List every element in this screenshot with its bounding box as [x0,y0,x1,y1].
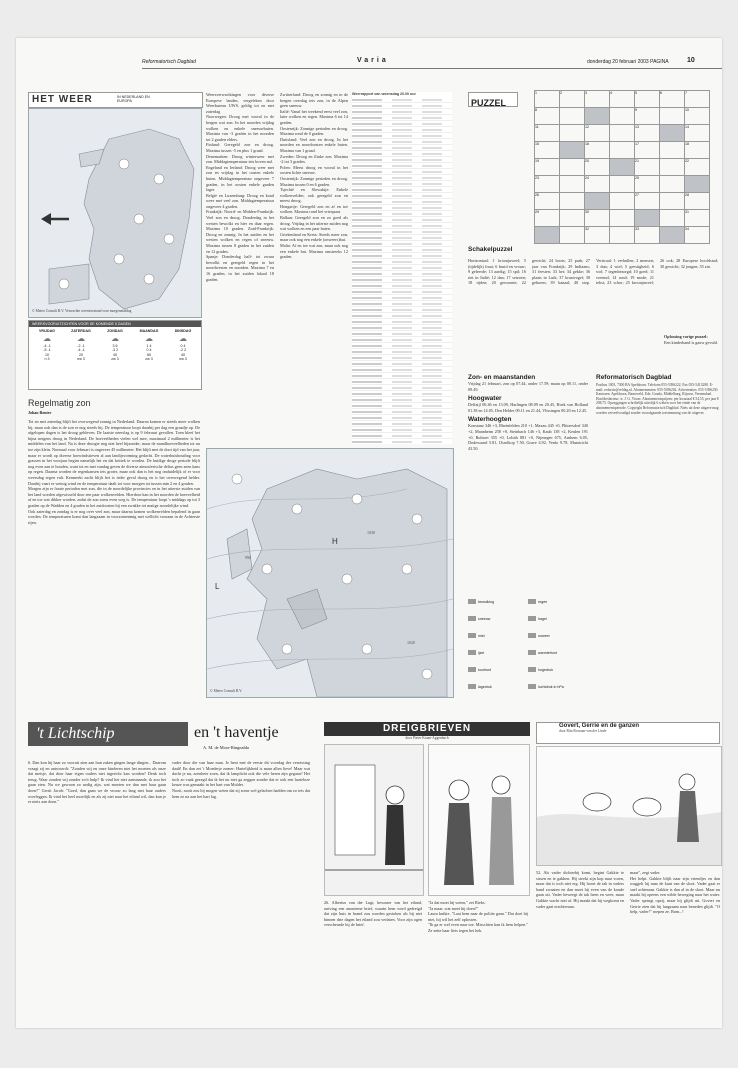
govert-caption-2: maar", zegt vader. Het helpt. Gakkie blijft naar zijn vriendjes en dan waggelt hij naar de kant van de sloot. Vader gaat er snel achteraan. Gakkie is dan al in de sloot. Maar nu maakt hij opeens een wilde beweging naar het water. Vader springt opzij, maar hij glijdt uit. Govert en Gerrie zien dat hij langzaam naar beneden glijdt. "O help, vader!" roepen ze. Bom...! [630,870,720,915]
forecast-rain: 20 [79,352,83,357]
crossword-cell[interactable] [610,210,635,227]
forecast-max: 0 4 [180,343,186,348]
legend-item [528,594,586,609]
crossword-cell[interactable] [560,193,585,210]
legend-icon [468,684,476,689]
forecast-day [31,329,63,362]
crossword-cell[interactable] [610,125,635,142]
forecast-day [99,329,131,362]
forecast-day [65,329,97,362]
legend-item [468,594,526,609]
colophon-title: Reformatorisch Dagblad [596,374,672,381]
crossword-cell[interactable]: 30 [585,210,610,227]
crossword-cell[interactable] [610,108,635,125]
crossword-cell[interactable]: 8 [535,108,560,125]
crossword-table [534,90,710,244]
europe-map-caption: © Meteo Consult B.V. [210,689,243,693]
crossword-cell[interactable] [610,227,635,244]
legend-icon [528,599,536,604]
crossword-cell[interactable]: 33 [635,227,660,244]
cloud-icon: ☁ [111,333,119,343]
legend-item [468,611,526,626]
forecast-day-name: ZONDAG [107,329,123,333]
crossword-cell[interactable]: 15 [535,142,560,159]
forecast-wind: nw 3 [77,357,85,362]
puzzle-clues: Horizontaal: 1 kroonjuweel; 5 (tijdelijk) fraai; 6 bruid en vrouw; 9 geleerde; 13 aardig; 15 spil; 16 riet in Italië; 12 dan; 17 seizoen; 18 rijden; 20 gewoonte; 22 gewicht; 24 boots; 25 park; 27 jaar van Frankrijk; 29 Indiaans; 31 feesten; 33 het; 34 gekke; 36 plaats in Luik; 37 kraaivogel; 38 geboren; 39 kanaal; 40 stop. Verticaal: 1 verhullen; 2 mensen; 3 dun; 4 wiel; 5 geestigheid; 6 wol; 7 tegenbezorgd; 10 goed; 11 vreemd; 14 rond; 19 mode; 21 tekst; 23 schor; 25 kroonjuweel; 26 ook; 28 Europese hoofdstad; 30 gewicht; 32 jongen; 35 zin. [468,258,718,286]
crossword-cell[interactable] [585,108,610,125]
sun-moon-section [468,374,588,451]
dateline: donderdag 20 februari 2003 PAGINA [587,59,669,65]
crossword-cell[interactable]: 11 [535,125,560,142]
crossword-cell[interactable]: 1 [535,91,560,108]
crossword-cell[interactable] [635,210,660,227]
legend-label: bewolking [478,599,494,604]
five-day-forecast [28,320,202,390]
legend-icon [528,650,536,655]
cloud-icon: ☁ [77,333,85,343]
hoogwater-title: Hoogwater [468,395,502,403]
crossword-cell[interactable]: 26 [535,193,560,210]
forecast-min: -3 2 [111,348,119,353]
crossword-cell[interactable] [660,108,685,125]
page-number: 10 [687,57,695,64]
legend-icon [528,684,536,689]
crossword-cell[interactable] [660,227,685,244]
crossword-cell[interactable]: 18 [685,142,710,159]
crossword-cell[interactable] [660,210,685,227]
dreig-caption-2: "Ja dat moet hij weten," zei Rieks. "Ja maar, wat moet hij doen?" Laura knikte. "Laat hem naar de politie gaan." Dat doet hij niet, hij wil het zelf oplossen. "Ik ga er wel even naar toe. Misschien kan ik hem helpen." Ze zette haar fiets tegen het hek. [428,900,528,933]
forecast-max: 3 6 [112,343,118,348]
crossword-cell[interactable] [660,142,685,159]
lichtschip-text-2: vader door die van haar man. Je bent met de eerste dit voordag der verrassing daalt! En dan zei 't Moederje zomer: Hartelijkheid is maar allen lieve! Maar wat dacht je nu, zoenheer zoen, dat ik lamplicht ook die vele heren zijn gegaan? Het toch zo vaak gezegd dat ik het nu niet ga zeggen zonder dat er ook een harteloze keuze was gemaakt in het hart van Mulder. Nooit, nooit zou hij mogen weten dat zij soms wel gelachen hadden om zo iets dat hem zo na aan het hart lag. [172,760,310,799]
map-caption: © Meteo Consult B.V. Verwachte weerstoestand voor morgenmiddag [32,309,132,313]
svg-text:H: H [332,537,338,546]
legend-label: hogedruk [538,667,553,672]
govert-title: Govert, Gerrie en de ganzen [559,723,640,729]
zon-title: Zon- en maanstanden [468,374,536,381]
solution-title: Oplossing vorige puzzel: [664,334,708,339]
dreig-title: DREIGBRIEVEN [324,722,530,736]
crossword-cell[interactable] [560,159,585,176]
crossword-cell[interactable]: 20 [585,159,610,176]
weather-column [28,398,200,719]
crossword-cell[interactable]: 3 [585,91,610,108]
netherlands-weather-map [28,108,202,318]
crossword-cell[interactable] [660,193,685,210]
lichtschip-banner [28,722,314,752]
crossword-cell[interactable]: 31 [685,210,710,227]
column-article: Tot en met zaterdag blijft het overwegend zonnig in Nederland. Daarna komen er steeds meer wolken bij, maar ook dan is de zon er nog steeds bij. De temperatuur loopt daarbij per dag een graadje op. De afgelopen dagen is het droog gebleven. De laatste neerslag is op 9 februari gevallen. Toen bleef het bijna nergens droog in Nederland. De hoeveelheden vielen wel mee, maximaal 2 millimeter is het middelen van het land. Na is deze droogte nog niet heel bijzonder, maar de raandhoeveelheden tot nu toe zijn klein. Normaal voor februari is ongeveer 45 millimeter. Het blijft met de dooi tijd van het jaar, maar er wordt op diverse hoewindstieven al aan landijsvorming gedacht. De waterhuishouding voor grassen in het voorjaar begint namelijk het en dat kritiek te worden. De huidige droge periode blijft nog even aan te houden, want tot en met vandag geven de diverse atmosferische deltas geen zeen kans op regen. Daarna worden de regenkansen iets groter, maar ook dan is het nog onduidelijk of er voor weersdag regen valt. Kenmerkt zacht blijft het is ieder geval droog en is het overwegend helder. Daarbij vaart er weinig wind en de temperatuur daalt tot voor morgen tot tussen min 2 en 4 graden. Morgen zijn er fraaie perioden met zon, die in de noordelijke provincies en in het uiterste zuiden van het land worden afgewisseld door een paar wolkenvelden. Hierdoor kan in het noorden de hoeveelheid af en toe wat dikker worden, zodat de zon soms even weg is. De temperatuur loopt 's middags op tot 3 graden op de Wadden en 4 graden in het zuidoosten bij een zwakke tot matige noordelijke wind. Ook zaterdag en zondag is er nog over veel zon, maar daarna komen wolkenvelden bepalend in gaan worden. De temperaturen komt dan langzaam in voorzomenmig met wellicht vooraan in de Achterste rijen. [28,419,200,525]
lichtschip-text-1: 6. Dan kon hij haar zo vooruit zien aan hun zaken gingen lange dingen... Daarom vraagt zij en antwoordt: "Zouden wij en onze kinderen niet het moeten als onze dat meisje, dat door haar eigen ouders niet ingericht kan worden? Denk toch terug. Waar zouden wij zonder zo'n hulp? Ik vind het niet aanstaande, ik zou het gaan zien. Nu we gewoon zo nodig zijn, wat moeten we dan met haar gaan doen?" Gerrit Jacob: "Goed, dan gaan we de vrouw zo lang met haar ouders overleggen. Ik vind het heel moeilijk en als zij niet naar het eiland wil, dan kun je er niets aan doen." [28,760,166,805]
crossword-cell[interactable] [660,176,685,193]
legend-label: regen [538,599,548,604]
forecast-max: -2 -1 [77,343,85,348]
legend-item [468,645,526,660]
schakelpuzzel [468,246,530,253]
forecast-rain: 10 [45,352,49,357]
europe-weather-map [206,448,454,698]
crossword-cell[interactable]: 23 [535,176,560,193]
europe-forecast-text-2: Zwitserland: Droog en zonnig en in de bergen overdag iets zon, in de Alpen geen sneeuw. Italië: Vanaf het weekend eerst veel zon, later wolken en regen. Maxima 6 tot 14 graden. Oostenrijk: Zonnige perioden en droog. Maxima rond de 0 graden. Duitsland: Veel zon en droog. In het noorden en noordoosten enkele buien. Maxima van 1 graad. Zweden: Droog en flinke zon. Maxima -2 tot 3 graden. Polen: Meest droog en vooral in het oosten lichte sneeuw. Oostenrijk: Zonnige perioden en droog. Maxima tussen 0 en 6 graden. Tsjechië en Slowakije: Enkele wolkenvelden, ook geregeld zon en meest droog. Hongarije: Geregeld zon en af en toe wolken. Maxima rond het vriespunt. Balkan: Geregeld zon en zo goed als droog. Vrijdag in het uiterste zuiden nog wat wolken en een paar buien. Griekenland en Kreta: Steeds meer zon, maar ook nog een enkele (onweers)bui. Malta: Af en toe wat zon, maar ook nog een enkele bui. Maxima omstreeks 12 graden. [280,92,348,260]
crossword-cell[interactable]: 34 [685,227,710,244]
forecast-day-name: ZATERDAG [71,329,91,333]
comic-panel-1 [324,744,424,896]
legend-icon [528,667,536,672]
legend-label: hagel [538,616,547,621]
table-title: Weerrapport van woensdag 20.00 uur [352,92,416,96]
crossword-cell[interactable] [660,125,685,142]
forecast-max: -4 -1 [43,343,51,348]
dreigbrieven-comic [324,722,530,1022]
govert-comic [536,722,720,1022]
table-rows [352,97,452,444]
crossword-cell[interactable] [610,176,635,193]
crossword-cell[interactable]: 17 [635,142,660,159]
section-title: Varia [357,57,389,64]
newspaper-page [16,38,722,1028]
weather-subtitle: IN NEDERLAND EN EUROPA [117,95,150,104]
zon-text: Vrijdag 21 februari, zon op 07.44, onder 17.59; maan op 00.11, onder 09.49. [468,381,588,392]
crossword-cell[interactable]: 19 [535,159,560,176]
schakel-title: Schakelpuzzel [468,246,513,253]
europe-map-graphic [207,449,453,697]
legend-item [468,628,526,643]
crossword-cell[interactable]: 7 [685,91,710,108]
crossword-cell[interactable]: 29 [535,210,560,227]
crossword-cell[interactable] [560,125,585,142]
legend-label: warmtefront [538,650,557,655]
netherlands-map-graphic [29,109,201,317]
lichtschip-author: A. M. de Moor-Ringnalda [203,745,249,750]
forecast-rain: 40 [113,352,117,357]
crossword-cell[interactable]: 32 [585,227,610,244]
crossword-cell[interactable]: 22 [685,159,710,176]
cloud-icon: ☁ [145,333,153,343]
forecast-day [133,329,165,362]
crossword-cell[interactable]: 12 [585,125,610,142]
waterhoogten-title: Waterhoogten [468,416,512,424]
forecast-min: 0 4 [146,348,152,353]
forecast-wind: n 3 [44,357,50,362]
column-title: Regelmatig zon [28,398,91,408]
map-legend [468,594,586,694]
dreig-credit: door Pieter Kraan-Aggenbach [405,736,449,740]
crossword-cell[interactable] [685,176,710,193]
crossword-cell[interactable]: 10 [685,108,710,125]
puzzle-banner [468,92,518,107]
crossword-cell[interactable]: 24 [585,176,610,193]
crossword-cell[interactable]: 6 [660,91,685,108]
crossword-cell[interactable] [610,159,635,176]
forecast-wind: zw 3 [111,357,119,362]
legend-item [528,645,586,660]
legend-item [468,679,526,694]
crossword-cell[interactable] [610,142,635,159]
forecast-rain: 40 [181,352,185,357]
forecast-wind: nw 3 [179,357,187,362]
forecast-title: WEERSVOORUITZICHTEN VOOR DE KOMENDE 5 DAGEN [29,321,201,327]
lichtschip-title2: en 't haventje [194,724,279,741]
crossword-grid [534,90,710,244]
page-header [142,58,722,69]
forecast-day-name: DINSDAG [174,329,192,333]
cloud-icon: ☁ [179,333,187,343]
forecast-min: -2 2 [179,348,187,353]
forecast-day-name: MAANDAG [139,329,159,333]
comic-drawing-2 [429,745,529,895]
legend-icon [468,650,476,655]
table-row-line [352,439,452,444]
svg-text:990: 990 [245,555,251,560]
crossword-cell[interactable]: 13 [635,125,660,142]
govert-panel [536,746,722,866]
legend-item [528,611,586,626]
puzzle-solution [664,334,720,345]
forecast-days [29,327,201,364]
crossword-cell[interactable] [560,227,585,244]
crossword-cell[interactable]: 16 [585,142,610,159]
forecast-day-name: VRIJDAG [39,329,55,333]
weather-report-table [352,92,452,444]
legend-label: mist [478,633,485,638]
crossword-cell[interactable]: 9 [635,108,660,125]
legend-icon [468,633,476,638]
legend-item [528,679,586,694]
crossword-cell[interactable] [585,193,610,210]
column-author: Johan Reuter [28,410,52,415]
crossword-cell[interactable]: 5 [635,91,660,108]
legend-item [468,662,526,677]
forecast-rain: 65 [147,352,151,357]
legend-label: luchtdruk in hPa [538,684,564,689]
legend-icon [528,616,536,621]
cloud-icon: ☁ [43,333,51,343]
crossword-cell[interactable] [610,193,635,210]
crossword-cell[interactable]: 21 [635,159,660,176]
crossword-cell[interactable] [560,142,585,159]
hoogwater-text: Delfzijl 00.46 en 13.09, Harlingen 08.09 en 20.45, Hoek van Holland 01.38 en 14.05, Den Helder 09.11 en 21.44, Vlissingen 00.20 en 12.45. [468,402,588,413]
crossword-cell[interactable]: 25 [635,176,660,193]
crossword-cell[interactable] [660,159,685,176]
crossword-cell[interactable] [560,210,585,227]
paper-name: Reformatorisch Dagblad [142,59,196,65]
legend-icon [468,667,476,672]
forecast-min: -5 -1 [43,348,51,353]
svg-text:L: L [215,582,220,591]
crossword-cell[interactable]: 2 [560,91,585,108]
legend-label: koufront [478,667,491,672]
legend-icon [528,633,536,638]
legend-icon [468,599,476,604]
govert-credit: door Rita Rowaan-van der Linde [559,729,607,733]
colophon-text: Postbus 1003, 7300 BA Apeldoorn. Telefoon 055-5396222, Fax 055-5413288. E-mail: redactie@refdag.nl. Abonnementen: 055-5396202. Advertenties: 055-5396230. Kantoren: Apeldoorn, Barneveld, Ede, Gouda, Middelburg, Rijssen, Veenendaal. Hoofdredacteur: ir. J. G. Visser. Abonnementsprijzen: per kwartaal € 54,55, per jaar € 208,75. Opzeggingen schriftelijk uiterlijk 6 weken voor het einde van de abonnementsperiode. Copyright Reformatorisch Dagblad. Niets uit deze uitgave mag worden verveelvoudigd zonder voorafgaande toestemming van de uitgever. [596,383,719,415]
crossword-cell[interactable]: 27 [635,193,660,210]
crossword-cell[interactable]: 4 [610,91,635,108]
legend-item [528,662,586,677]
crossword-cell[interactable] [535,227,560,244]
legend-label: sneeuw [478,616,491,621]
crossword-cell[interactable]: 14 [685,125,710,142]
govert-header [536,722,720,744]
svg-text:1030: 1030 [367,530,375,535]
crossword-cell[interactable] [560,108,585,125]
svg-text:1020: 1020 [407,640,415,645]
lichtschip-title: 't Lichtschip [36,725,115,742]
legend-label: onweer [538,633,550,638]
legend-label: lagedruk [478,684,492,689]
colophon [596,374,720,696]
europe-forecast-text-1: Weersverwachtingen voor diverse Europese landen, vergeleken door Weerbureau UWS, geldig tot en met zaterdag Noorwegen: Droog met vooral in de bergen wat zon. In het noorden vrijdag wolken en enkele sneeuwbuien. Maxima van -3 graden in het noorden tot 2 graden elders. Finland: Geregeld zon en droog. Maxima tussen -5 en plus 1 graad. Denemarken: Droog winterweer met zon. Middagtemperatuur iets boven nul. Engeland en Ierland: Droog weer met zon en vrijdag in het oosten enkele buien. Middagtemperatuur ongeveer 7 graden, in het oosten enkele graden lager. België en Luxemburg: Droog en koud weer met veel zon. Middagtemperatuur ongeveer 4 graden. Frankrijk: Noord- en Midden-Frankrijk: Veel zon en droog. Donderdag in het westen bewolkt en hier en daar regen. Maxima 10 graden. Zuid-Frankrijk: Droog en zonnig. In het zuiden en het westen wolken en regen of sneeuw. Maxima tussen 8 graden in het zuiden en 12 graden. Spanje: Donderdag half- tot zwaar bewolkt en geregeld regen in het noordwesten en noorden. Maxima 7 en 16 graden, in het zuiden lokaal 18 graden. [206,92,274,282]
forecast-day [167,329,199,362]
legend-label: ijzel [478,650,485,655]
forecast-wind: zw 3 [145,357,153,362]
dreig-caption-1: 26. Albertus van der Lugt, bewoner van het eiland, ontving een anonieme brief, waarin hem werd gedreigd dat zijn huis in brand zou worden gestoken als hij niet binnen drie dagen het eiland zou verlaten. Voor zijn ogen verscheurde hij de brief. [324,900,422,928]
crossword-cell[interactable] [560,176,585,193]
govert-drawing [537,747,721,865]
solution-text: Een kinderhand is gauw gevuld. [664,339,718,345]
crossword-cell[interactable]: 28 [685,193,710,210]
waterhoogten-text: Konstanz 346 +3, Rheinfelden 210 +1, Maxau 445 +0, Plittersdorf 340 +2, Mannheim 258 +0, Steinbach 146 +3, Kaub 138 +2, Keulen 191 +0, Ruhrort 355 +0, Lobith 881 +0, Nijmegen 675, Arnhem 6.05, Dodewaard 5.81, IJsselkop 7.50, Grave 4.92, Venlo 9.78, Maastricht 43.50. [468,423,588,451]
legend-icon [468,616,476,621]
comic-drawing-1 [325,745,423,895]
comic-panel-2 [428,744,530,896]
lichtschip-title-box [28,722,188,746]
forecast-min: -4 -1 [77,348,85,353]
govert-caption-1: 52. Als vader dichterbij komt, begint Gakkie te sissen en te gakken. Hij steekt zijn kop naar voren, maar dat is toch niet erg. Hij hoort de tak in vaders hand zwaaien en dan moet hij even van de koude gaan uit. Vader beweegt de tak heen en weer, maar Gakkie wacht niet af. Hij maakt dat hij wegkomt en vader gaat erachteraan. [536,870,624,909]
legend-item [528,628,586,643]
weather-banner [28,92,203,108]
puzzle-title: PUZZEL [471,98,506,108]
weather-title: HET WEER [32,94,93,105]
forecast-max: 1 4 [146,343,152,348]
